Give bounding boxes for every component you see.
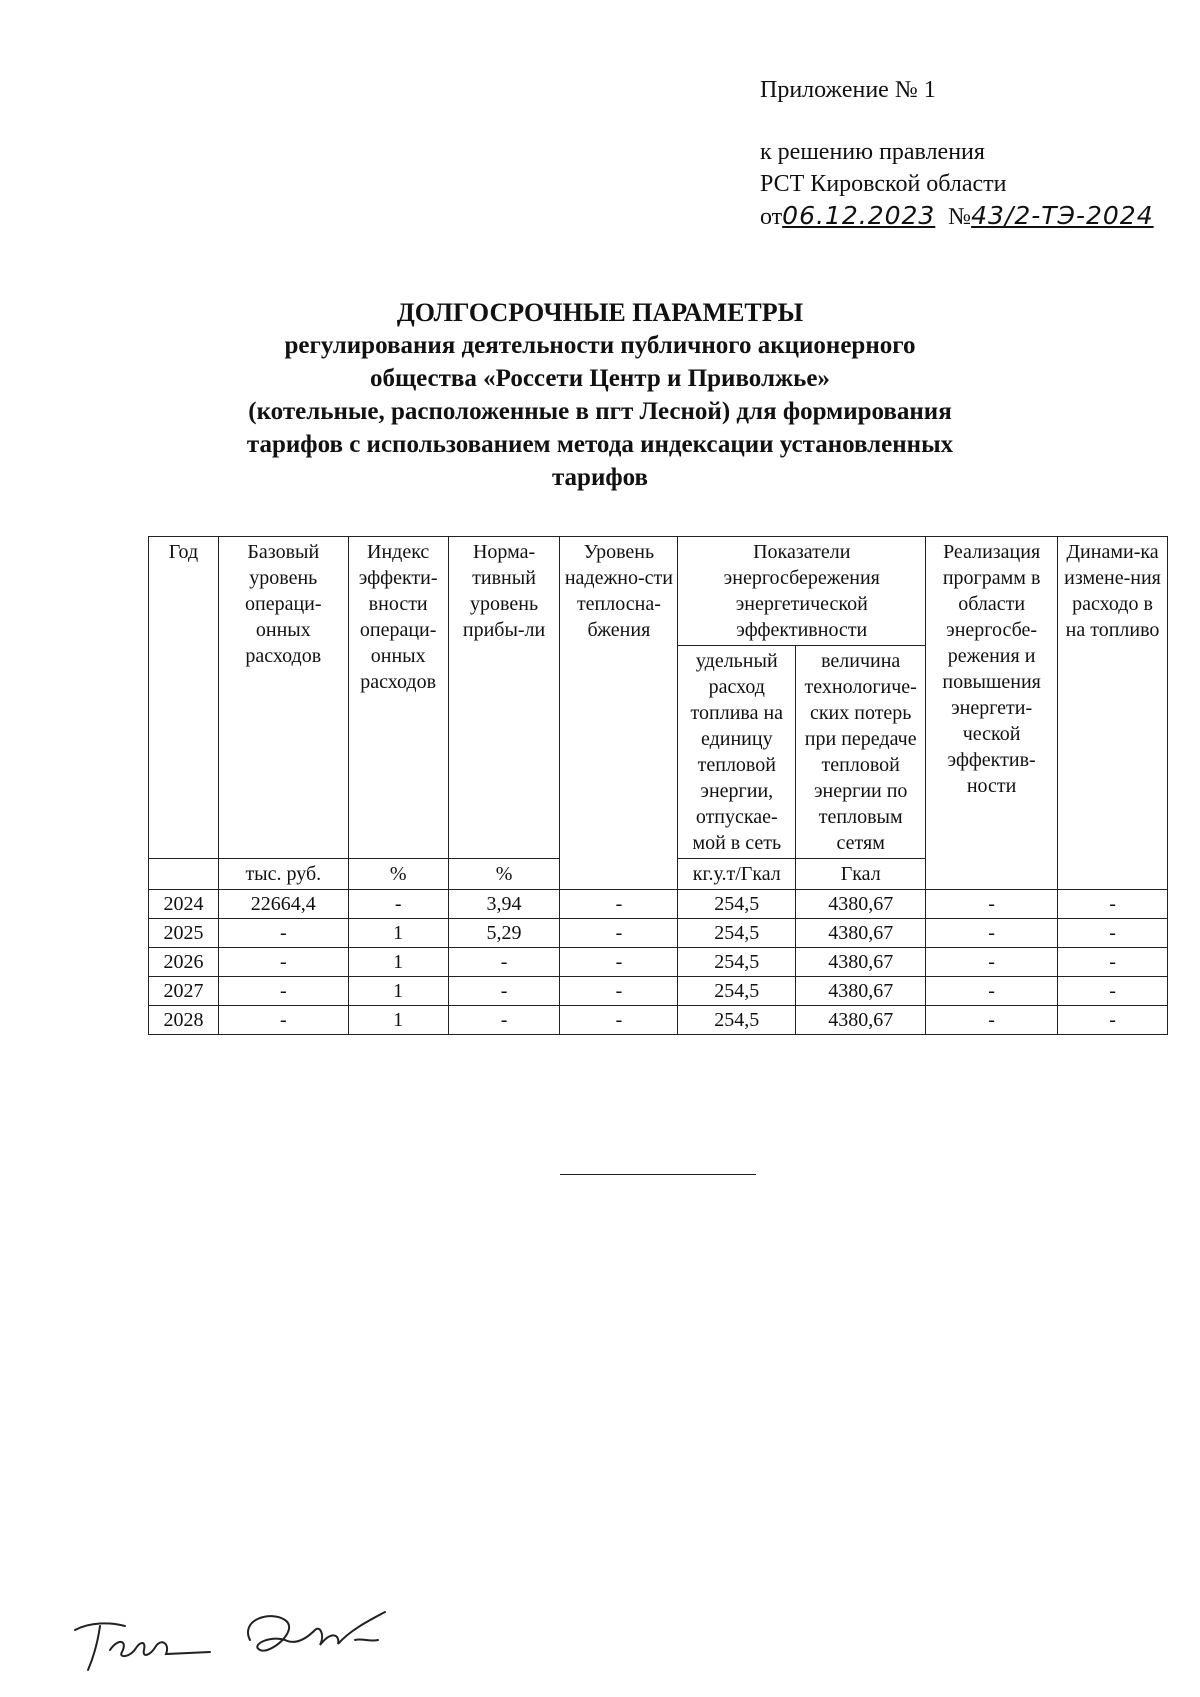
cell-year: 2027	[149, 977, 219, 1006]
cell-losses: 4380,67	[796, 1006, 926, 1035]
cell-year: 2025	[149, 919, 219, 948]
unit-year-empty	[149, 859, 219, 890]
cell-year: 2028	[149, 1006, 219, 1035]
cell-losses: 4380,67	[796, 890, 926, 919]
cell-normative-profit: -	[448, 977, 560, 1006]
cell-reliability: -	[560, 1006, 678, 1035]
cell-fuel-rate: 254,5	[678, 977, 796, 1006]
heading-line4: тарифов с использованием метода индексации установленных	[246, 431, 954, 458]
cell-normative-profit: 5,29	[448, 919, 560, 948]
cell-fuel-dynamics: -	[1058, 890, 1168, 919]
unit-fuel-rate: кг.у.т/Гкал	[678, 859, 796, 890]
unit-normative-profit: %	[448, 859, 560, 890]
cell-programs: -	[926, 890, 1058, 919]
header-efficiency-index: Индекс эффекти-вности операци-онных расходов	[348, 537, 448, 859]
decision-number: 43/2-ТЭ-2024	[971, 201, 1154, 230]
cell-year: 2024	[149, 890, 219, 919]
cell-normative-profit: -	[448, 948, 560, 977]
header-fuel-rate: удельный расход топлива на единицу тепловой энергии, отпускае-мой в сеть	[678, 646, 796, 859]
appendix-block	[760, 74, 1154, 233]
cell-losses: 4380,67	[796, 977, 926, 1006]
unit-losses: Гкал	[796, 859, 926, 890]
cell-programs: -	[926, 919, 1058, 948]
header-losses: величина технологиче-ских потерь при передаче тепловой энергии по тепловым сетям	[796, 646, 926, 859]
unit-efficiency-index: %	[348, 859, 448, 890]
cell-fuel-rate: 254,5	[678, 1006, 796, 1035]
cell-reliability: -	[560, 919, 678, 948]
table-row	[149, 919, 1168, 948]
cell-fuel-rate: 254,5	[678, 948, 796, 977]
cell-reliability: -	[560, 890, 678, 919]
cell-base-level: -	[218, 919, 348, 948]
cell-base-level: -	[218, 1006, 348, 1035]
header-fuel-dynamics: Динами-ка измене-ния расходо в на топливо	[1058, 537, 1168, 890]
number-label: №	[948, 204, 972, 230]
appendix-title: Приложение № 1	[760, 77, 936, 103]
header-normative-profit: Норма-тивный уровень прибы-ли	[448, 537, 560, 859]
heading-line3: (котельные, расположенные в пгт Лесной) для формирования	[248, 398, 952, 425]
header-year: Год	[149, 537, 219, 859]
cell-fuel-dynamics: -	[1058, 1006, 1168, 1035]
cell-efficiency-index: 1	[348, 948, 448, 977]
cell-fuel-rate: 254,5	[678, 890, 796, 919]
table-row	[149, 948, 1168, 977]
cell-fuel-dynamics: -	[1058, 919, 1168, 948]
heading-main: ДОЛГОСРОЧНЫЕ ПАРАМЕТРЫ	[396, 298, 804, 327]
cell-efficiency-index: 1	[348, 1006, 448, 1035]
end-divider	[560, 1174, 756, 1175]
decision-date-number-line	[760, 200, 1154, 233]
parameters-table	[148, 536, 1168, 1035]
header-energy-saving: Показатели энергосбережения энергетической эффективности	[678, 537, 926, 646]
cell-programs: -	[926, 977, 1058, 1006]
header-base-level: Базовый уровень операци-онных расходов	[218, 537, 348, 859]
cell-efficiency-index: 1	[348, 977, 448, 1006]
cell-efficiency-index: -	[348, 890, 448, 919]
cell-year: 2026	[149, 948, 219, 977]
signature-mark	[70, 1600, 420, 1680]
cell-losses: 4380,67	[796, 919, 926, 948]
cell-base-level: -	[218, 977, 348, 1006]
decision-date: 06.12.2023	[782, 201, 936, 230]
cell-reliability: -	[560, 948, 678, 977]
cell-efficiency-index: 1	[348, 919, 448, 948]
heading-line2: общества «Россети Центр и Приволжье»	[370, 365, 830, 392]
header-reliability: Уровень надежно-сти теплосна-бжения	[560, 537, 678, 890]
cell-normative-profit: -	[448, 1006, 560, 1035]
table-row	[149, 977, 1168, 1006]
heading-line5: тарифов	[551, 464, 649, 491]
cell-reliability: -	[560, 977, 678, 1006]
cell-programs: -	[926, 948, 1058, 977]
table-row	[149, 890, 1168, 919]
cell-fuel-dynamics: -	[1058, 977, 1168, 1006]
cell-fuel-rate: 254,5	[678, 919, 796, 948]
unit-base-level: тыс. руб.	[218, 859, 348, 890]
heading-line1: регулирования деятельности публичного акционерного	[284, 332, 916, 359]
table-row	[149, 1006, 1168, 1035]
cell-fuel-dynamics: -	[1058, 948, 1168, 977]
decision-reference-line2: РСТ Кировской области	[760, 171, 1007, 197]
cell-programs: -	[926, 1006, 1058, 1035]
cell-base-level: -	[218, 948, 348, 977]
header-programs: Реализация программ в области энергосбе-режения и повышения энергети-ческой эффектив-ности	[926, 537, 1058, 890]
document-heading	[140, 296, 1060, 494]
cell-losses: 4380,67	[796, 948, 926, 977]
from-label: от	[760, 204, 783, 230]
cell-base-level: 22664,4	[218, 890, 348, 919]
decision-reference-line1: к решению правления	[760, 139, 985, 165]
cell-normative-profit: 3,94	[448, 890, 560, 919]
